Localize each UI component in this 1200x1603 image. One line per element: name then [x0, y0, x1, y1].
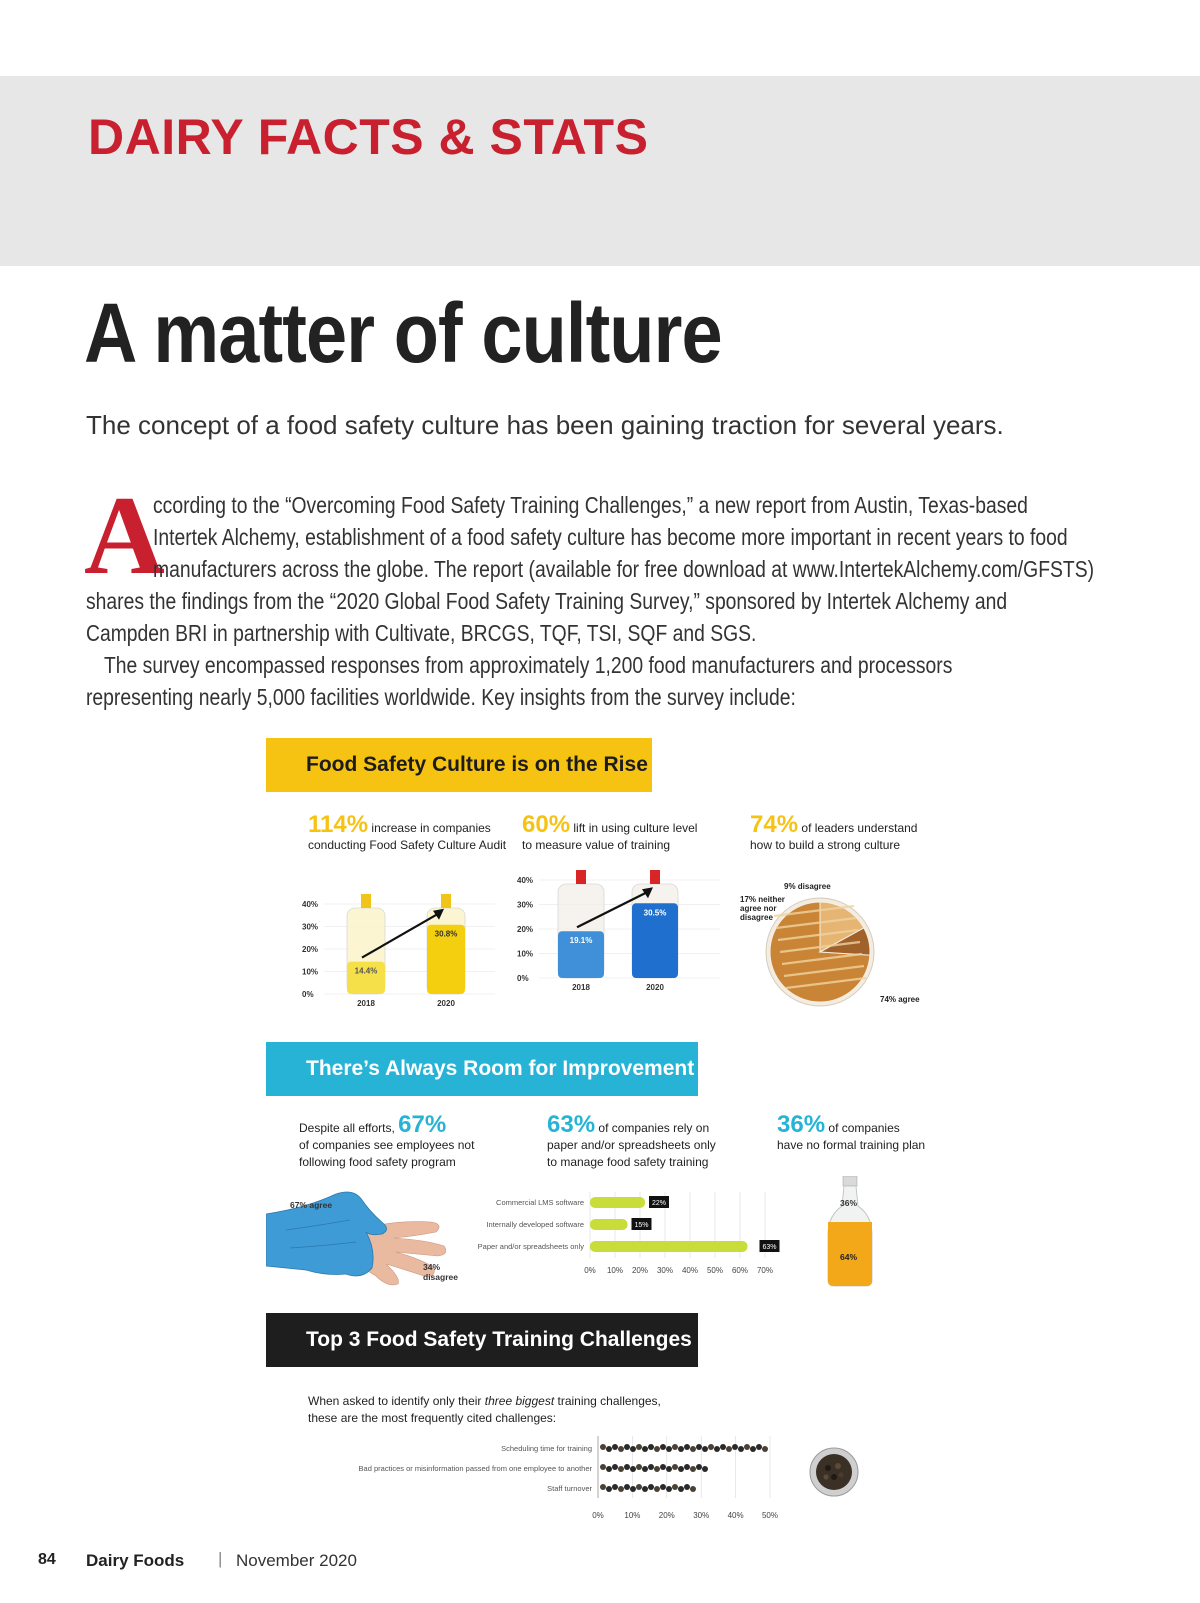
x-tick-label: 70%	[756, 1266, 774, 1275]
stat-no-training-plan	[777, 1111, 926, 1154]
peppercorn	[666, 1446, 672, 1452]
peppercorn	[690, 1486, 696, 1492]
footer-separator: |	[218, 1549, 223, 1568]
issue-date: November 2020	[236, 1551, 357, 1570]
body-line: ccording to the “Overcoming Food Safety Training Challenges,” a new report from Austin, Texas-based	[153, 492, 1028, 518]
stat-big-number: 74%	[750, 811, 799, 838]
peppercorn	[732, 1444, 738, 1450]
y-tick-label: 40%	[517, 876, 534, 885]
peppercorn	[606, 1486, 612, 1492]
category-label: Bad practices or misinformation passed from one employee to another	[358, 1464, 592, 1473]
y-tick-label: 0%	[517, 974, 529, 983]
culture-rise-banner: Food Safety Culture is on the Rise	[266, 738, 652, 792]
x-tick-label: 0%	[592, 1511, 604, 1520]
bar	[600, 1484, 696, 1492]
peppercorn	[762, 1446, 768, 1452]
stat-paper-reliance	[547, 1111, 716, 1171]
peppercorn	[672, 1444, 678, 1450]
pie-label-neither: agree nor	[740, 904, 777, 913]
peppercorn	[648, 1464, 654, 1470]
category-label: Staff turnover	[547, 1484, 592, 1493]
peppercorn	[726, 1446, 732, 1452]
peppercorn	[750, 1446, 756, 1452]
x-tick-label: 30%	[656, 1266, 674, 1275]
y-tick-label: 20%	[517, 925, 534, 934]
peppercorn	[612, 1444, 618, 1450]
intro-emphasis: three biggest	[484, 1394, 555, 1408]
category-label: Scheduling time for training	[501, 1444, 592, 1453]
peppercorn	[600, 1484, 606, 1490]
body-line: shares the findings from the “2020 Global Food Safety Training Survey,” sponsored by Intertek Alchemy and	[86, 588, 1008, 614]
stat-text: to measure value of training	[522, 838, 671, 852]
page-number: 84	[38, 1551, 56, 1568]
data-label: 22%	[651, 1200, 667, 1207]
body-line: The survey encompassed responses from approximately 1,200 food manufacturers and processors	[104, 652, 953, 678]
peppercorn	[642, 1466, 648, 1472]
stat-text: of companies see employees not	[299, 1138, 475, 1152]
peppercorn	[696, 1464, 702, 1470]
x-tick-label: 20%	[631, 1266, 649, 1275]
peppercorn	[630, 1486, 636, 1492]
peppercorn	[624, 1464, 630, 1470]
peppercorn	[738, 1446, 744, 1452]
bottle-cap	[576, 870, 586, 884]
glove-disagree-label: disagree	[423, 1272, 458, 1282]
peppercorn	[600, 1444, 606, 1450]
peppercorn	[744, 1444, 750, 1450]
stat-big-number: 63%	[547, 1111, 596, 1138]
data-label: 19.1%	[569, 936, 593, 946]
peppercorn	[654, 1446, 660, 1452]
peppercorn	[672, 1484, 678, 1490]
stat-text: to manage food safety training	[547, 1155, 709, 1169]
stat-employees-not-following	[299, 1111, 475, 1171]
glove-disagree-pct: 34%	[423, 1262, 441, 1272]
body-line: Campden BRI in partnership with Cultivate, BRCGS, TQF, TSI, SQF and SGS.	[86, 620, 757, 646]
stat-text: Despite all efforts,	[299, 1121, 395, 1135]
pie-label-neither: disagree	[740, 913, 773, 922]
pie-label-neither: 17% neither	[740, 895, 785, 904]
leaders-pie-chart	[740, 880, 930, 1015]
x-tick-label: 10%	[624, 1511, 641, 1520]
peppercorn	[660, 1464, 666, 1470]
peppercorn	[672, 1464, 678, 1470]
peppercorn	[684, 1444, 690, 1450]
y-tick-label: 10%	[517, 949, 534, 959]
peppercorn	[756, 1444, 762, 1450]
peppercorn	[618, 1486, 624, 1492]
x-tick-label: 30%	[693, 1511, 710, 1520]
stat-big-number: 114%	[308, 811, 369, 838]
y-tick-label: 0%	[302, 990, 314, 999]
data-label: 14.4%	[354, 966, 378, 976]
x-tick-label: 40%	[727, 1511, 744, 1520]
data-label: 30.8%	[434, 929, 458, 939]
bar	[590, 1241, 748, 1252]
x-tick-label: 10%	[606, 1266, 624, 1275]
bar	[600, 1444, 768, 1452]
stat-text: increase in companies	[371, 821, 491, 835]
dek: The concept of a food safety culture has been gaining traction for several years.	[86, 410, 1004, 440]
category-label: Paper and/or spreadsheets only	[477, 1242, 584, 1251]
stat-leaders-understand	[750, 811, 918, 854]
peppercorn	[642, 1446, 648, 1452]
peppercorn	[618, 1466, 624, 1472]
bottle-cap	[441, 894, 451, 908]
stat-audit-increase	[308, 811, 507, 854]
header-band	[0, 76, 1200, 266]
stat-text: lift in using culture level	[573, 821, 698, 835]
peppercorn	[714, 1446, 720, 1452]
headline: A matter of culture	[84, 286, 722, 380]
glove-agree-label: 67% agree	[290, 1200, 333, 1210]
peppercorn	[678, 1486, 684, 1492]
intro-text: When asked to identify only their	[308, 1394, 485, 1408]
peppercorn	[612, 1464, 618, 1470]
peppercorn	[600, 1464, 606, 1470]
peppercorn	[690, 1466, 696, 1472]
peppercorn	[624, 1484, 630, 1490]
x-tick-label: 2018	[572, 983, 590, 992]
peppercorn	[636, 1444, 642, 1450]
culture-audit-chart	[300, 890, 500, 1020]
stat-big-number: 36%	[777, 1111, 826, 1138]
peppercorn	[678, 1446, 684, 1452]
peppercorn	[642, 1486, 648, 1492]
x-tick-label: 2020	[646, 983, 664, 992]
y-tick-label: 40%	[302, 900, 319, 909]
x-tick-label: 40%	[681, 1266, 699, 1275]
peppercorn	[684, 1464, 690, 1470]
bottle-filled-pct: 64%	[840, 1252, 858, 1262]
y-tick-label: 30%	[302, 922, 319, 932]
body-line: representing nearly 5,000 facilities worldwide. Key insights from the survey include:	[86, 684, 796, 710]
training-challenges-chart	[300, 1436, 800, 1528]
peppercorn	[666, 1486, 672, 1492]
stat-text: of companies rely on	[598, 1121, 710, 1135]
stat-text: how to build a strong culture	[750, 838, 901, 852]
peppercorn	[624, 1444, 630, 1450]
stat-big-number: 60%	[522, 811, 571, 838]
peppercorn	[678, 1466, 684, 1472]
peppercorn	[654, 1466, 660, 1472]
peppercorn	[606, 1446, 612, 1452]
peppercorn	[666, 1466, 672, 1472]
stat-text: have no formal training plan	[777, 1138, 926, 1152]
pie-label-agree: 74% agree	[880, 995, 920, 1004]
magazine-name: Dairy Foods	[86, 1551, 185, 1570]
x-tick-label: 50%	[761, 1511, 779, 1520]
bar	[590, 1219, 628, 1230]
peppercorn	[630, 1446, 636, 1452]
peppercorn	[684, 1484, 690, 1490]
peppercorn	[648, 1484, 654, 1490]
stat-text: of leaders understand	[801, 821, 918, 835]
bottle-cap	[650, 870, 660, 884]
x-tick-label: 2020	[437, 999, 455, 1008]
x-tick-label: 2018	[357, 999, 375, 1008]
x-tick-label: 60%	[731, 1266, 749, 1275]
stat-text: conducting Food Safety Culture Audit	[308, 838, 507, 852]
x-tick-label: 20%	[658, 1511, 675, 1520]
peppercorn	[702, 1466, 708, 1472]
stat-text: following food safety program	[299, 1155, 456, 1169]
peppercorn	[690, 1446, 696, 1452]
pie-label-disagree: 9% disagree	[784, 882, 831, 891]
drop-cap: A	[84, 474, 165, 598]
peppercorn	[720, 1444, 726, 1450]
intro-text: these are the most frequently cited challenges:	[308, 1411, 557, 1425]
peppercorn	[696, 1444, 702, 1450]
stat-big-number: 67%	[398, 1111, 447, 1138]
peppercorn	[654, 1486, 660, 1492]
bar	[590, 1197, 645, 1208]
x-tick-label: 0%	[584, 1266, 596, 1275]
peppercorn	[606, 1466, 612, 1472]
data-label: 30.5%	[643, 908, 667, 918]
peppercorn	[630, 1466, 636, 1472]
y-tick-label: 10%	[302, 967, 319, 977]
challenges-intro	[308, 1393, 661, 1427]
pepper-jar-illustration	[808, 1446, 860, 1498]
peppercorn	[660, 1484, 666, 1490]
x-tick-label: 50%	[706, 1266, 724, 1275]
data-label: 63%	[762, 1244, 777, 1251]
category-label: Commercial LMS software	[496, 1198, 584, 1207]
culture-level-chart	[515, 862, 725, 1020]
juice-bottle-illustration	[820, 1176, 880, 1288]
y-tick-label: 30%	[517, 900, 534, 910]
body-line: manufacturers across the globe. The report (available for free download at www.IntertekAlchemy.com/GFSTS)	[153, 556, 1095, 582]
bottle-empty-pct: 36%	[840, 1198, 858, 1208]
peppercorn	[660, 1444, 666, 1450]
category-label: Internally developed software	[486, 1220, 584, 1229]
peppercorn	[702, 1446, 708, 1452]
bottle-cap	[361, 894, 371, 908]
challenges-banner: Top 3 Food Safety Training Challenges	[266, 1313, 698, 1367]
section-label: DAIRY FACTS & STATS	[88, 109, 649, 165]
improvement-banner: There’s Always Room for Improvement	[266, 1042, 698, 1096]
intro-text: training challenges,	[554, 1394, 661, 1408]
body-line: Intertek Alchemy, establishment of a food safety culture has become more important in recent years to food	[153, 524, 1068, 550]
peppercorn	[636, 1484, 642, 1490]
peppercorn	[708, 1444, 714, 1450]
stat-culture-lift	[522, 811, 698, 854]
peppercorn	[618, 1446, 624, 1452]
peppercorn	[612, 1484, 618, 1490]
training-method-chart	[460, 1192, 780, 1284]
data-label: 15%	[634, 1222, 649, 1229]
y-tick-label: 20%	[302, 945, 319, 954]
peppercorn	[648, 1444, 654, 1450]
stat-text: of companies	[828, 1121, 900, 1135]
bar	[600, 1464, 708, 1472]
peppercorn	[636, 1464, 642, 1470]
stat-text: paper and/or spreadsheets only	[547, 1138, 716, 1152]
